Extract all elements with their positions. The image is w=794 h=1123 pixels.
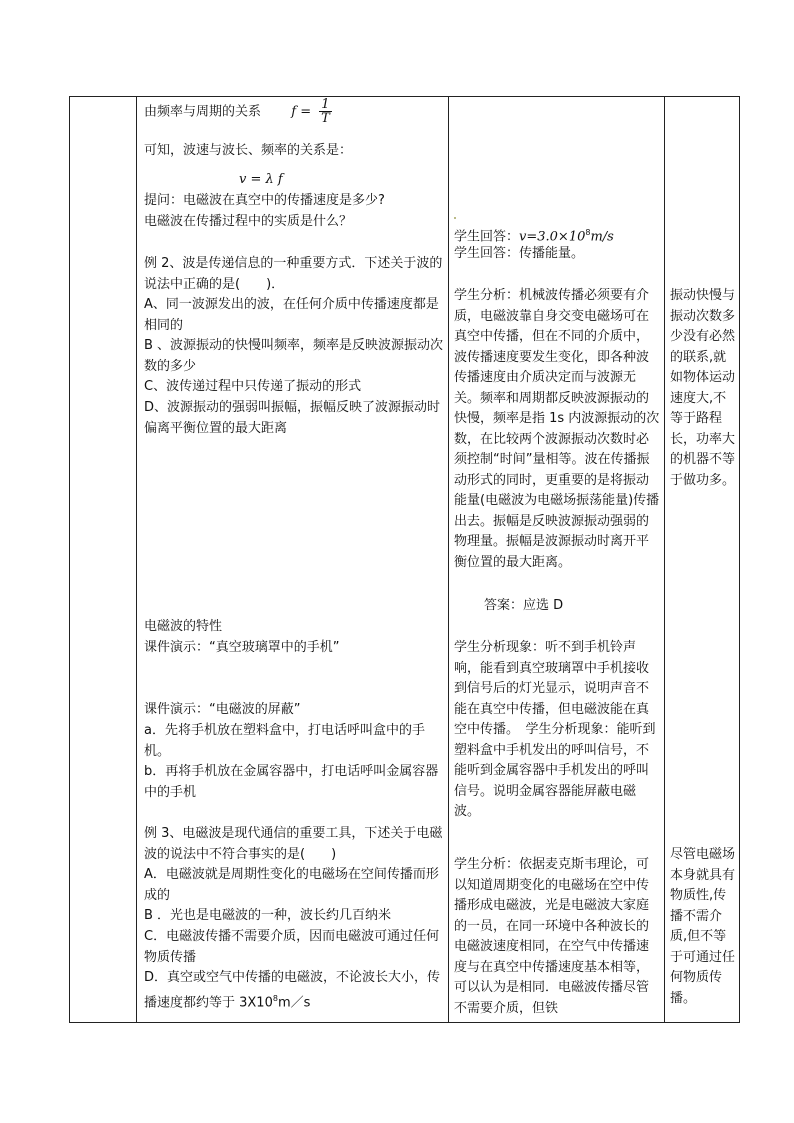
formula-lhs: f = (291, 104, 312, 120)
option-d-text: D．真空或空气中传播的电磁波，不论波长大小，传播速度都约等于 3X10 (144, 970, 441, 1010)
student-answer-energy: 学生回答：传播能量。 (454, 246, 585, 261)
example3-stem: 例 3、电磁波是现代通信的重要工具，下述关于电磁波的说法中不符合事实的是( ) (144, 826, 443, 862)
exponent: 8 (585, 228, 591, 237)
example2-option-b: B 、波源振动的快慢叫频率，频率是反映波源振动次数的多少 (144, 338, 444, 374)
question-speed: 提问：电磁波在真空中的传播速度是多少? (144, 193, 385, 208)
exponent: 8 (272, 993, 278, 1003)
student-analysis-phenomenon: 学生分析现象：听不到手机铃声响，能看到真空玻璃罩中手机接收到信号后的灯光显示，说明声音不能在真空中传播，但电磁波能在真空中传播。 学生分析现象：能听到塑料盒中手机发出的呼叫信号，不能听到金属容器中手机发出的呼叫信号。说明金属容器能屏蔽电磁波。 (454, 640, 656, 819)
column-divider (664, 97, 665, 1022)
column-divider (136, 97, 137, 1022)
formula-fraction (319, 98, 331, 126)
em-properties-title: 电磁波的特性 (144, 619, 223, 634)
relation-text: 由频率与周期的关系 (144, 104, 262, 120)
student-analysis-maxwell: 学生分析：依据麦克斯韦理论，可以知道周期变化的电磁场在空中传播形成电磁波，光是电磁波大家庭的一员，在同一环境中各种波长的电磁波速度相同，在空气中传播速度与在真空中传播速度基本相等，可以认为是相同．电磁波传播尽管不需要介质，但铁 (454, 857, 650, 1016)
option-d-unit: m／s (277, 994, 311, 1010)
wave-formula: v = λ f (239, 172, 283, 187)
example3-option-b: B ．光也是电磁波的一种，波长约几百纳米 (144, 908, 392, 923)
example2-option-d: D、波源振动的强弱叫振幅，振幅反映了波源振动时偏离平衡位置的最大距离 (144, 400, 441, 436)
answer-choice: 答案：应选 D (484, 598, 564, 613)
student-activity-column (454, 97, 661, 1022)
note-em-field: 尽管电磁场本身就具有物质性,传播不需介质,但不等于可通过任何物质传播。 (670, 847, 736, 1006)
demo-vacuum-phone: 课件演示：“真空玻璃罩中的手机” (144, 640, 340, 655)
answer-unit: m/s (590, 229, 614, 245)
example2-option-c: C、波传递过程中只传递了振动的形式 (144, 379, 362, 394)
fraction-numerator: 1 (321, 97, 330, 112)
example2-option-a: A、同一波源发出的波，在任何介质中传播速度都是相同的 (144, 297, 439, 333)
column-divider (448, 97, 449, 1022)
notes-column (670, 97, 736, 1022)
question-essence: 电磁波在传播过程中的实质是什么？ (144, 214, 353, 229)
example3-option-c: C．电磁波传播不需要介质，因而电磁波可通过任何物质传播 (144, 929, 440, 965)
wave-relation-text: 可知，波速与波长、频率的关系是： (144, 143, 353, 158)
note-vibration: 振动快慢与振动次数多少没有必然的联系,就如物体运动速度大,不等于路程长，功率大的机器不等于做功多。 (670, 288, 736, 488)
student-analysis-waves: 学生分析：机械波传播必须要有介质，电磁波靠自身交变电磁场可在真空中传播，但在不同的介质中，波传播速度要发生变化，即各种波传播速度由介质决定而与波源无关。频率和周期都反映波源振动的快慢，频率是指 1s 内波源振动的次数，在比较两个波源振动次数时必须控制“时间”量相等。波在传播振动形式的同时，更重要的是将振动能量(电磁波为电磁场振荡能量)传播出去。振幅是反映波源振动强弱的物理量。振幅是波源振动时离开平衡位置的最大距离。 (454, 288, 660, 570)
answer-prefix: 学生回答： (454, 229, 520, 245)
example2-stem: 例 2、波是传递信息的一种重要方式．下述关于波的说法中正确的是( )． (144, 256, 443, 292)
lesson-table (69, 96, 740, 1023)
frequency-period-relation (144, 98, 444, 126)
fraction-denominator: T (321, 111, 330, 126)
stray-mark (454, 217, 456, 219)
demo-step-a: a．先将手机放在塑料盒中，打电话呼叫盒中的手机。 (144, 723, 425, 759)
example3-option-d (144, 968, 444, 1013)
answer-value: v=3.0×10 (519, 229, 586, 245)
demo-step-b: b．再将手机放在金属容器中，打电话呼叫金属容器中的手机 (144, 764, 439, 800)
demo-em-shielding: 课件演示：“电磁波的屏蔽” (144, 702, 301, 717)
example3-option-a: A．电磁波就是周期性变化的电磁场在空间传播而形成的 (144, 867, 439, 903)
teaching-content-column (144, 97, 444, 1022)
